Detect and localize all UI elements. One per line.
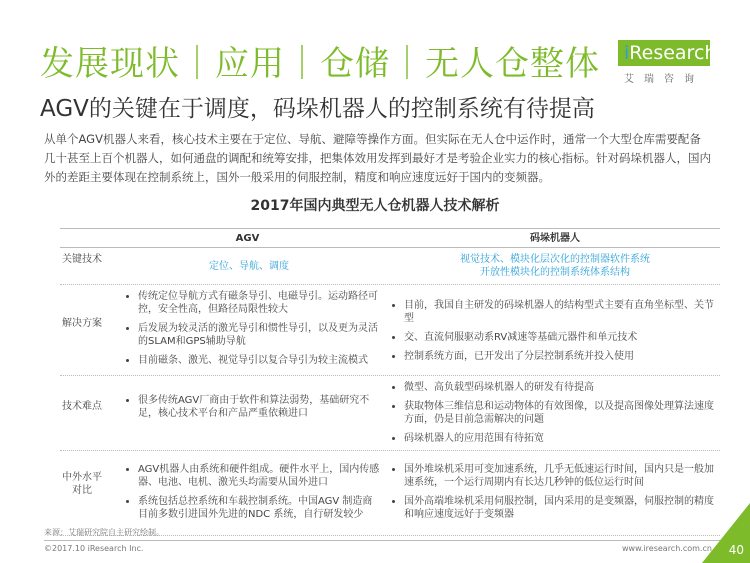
footer-divider: [44, 540, 750, 541]
row-label: 关键技术: [62, 254, 102, 265]
table-title: 2017年国内典型无人仓机器人技术解析: [250, 198, 500, 214]
row-label: 中外水平对比: [62, 472, 102, 496]
logo-research: Research: [629, 42, 717, 64]
page-title: 发展现状｜应用｜仓储｜无人仓整体: [40, 44, 600, 84]
list-item: • AGV机器人由系统和硬件组成。硬件水平上，国内传感器、电池、电机、激光头均需要从国外进口: [138, 463, 382, 489]
list-item: • 国外堆垛机采用可变加速系统，几乎无低速运行时间，国内只是一般加速系统，一个运行周期内有长达几秒钟的低位运行时间: [404, 463, 720, 489]
agv-solutions: [124, 290, 382, 373]
agv-key-tech: 定位、导航、调度: [209, 261, 289, 272]
website-url[interactable]: www.iresearch.com.cn: [622, 544, 712, 553]
logo-i: i: [624, 42, 630, 64]
table-row-difficulties: [60, 376, 720, 451]
palletizer-comparison: [390, 463, 720, 527]
palletizer-difficulties: [390, 381, 720, 451]
table-header: [60, 228, 720, 248]
list-item: • 目前磁条、激光、视觉导引以复合导引为较主流模式: [138, 354, 382, 367]
list-item: • 交、直流伺服驱动系RV减速等基础元器件和单元技术: [404, 331, 720, 344]
list-item: • 国外高端堆垛机采用伺服控制，国内采用的是变频器，伺服控制的精度和响应速度远好于变频器: [404, 495, 720, 521]
table-row-key-tech: [60, 248, 720, 285]
copyright: ©2017.10 iResearch Inc.: [44, 544, 144, 553]
list-item: • 码垛机器人的应用范围有待拓宽: [404, 432, 720, 445]
col-header-agv: AGV: [235, 233, 260, 244]
list-item: • 很多传统AGV厂商由于软件和算法弱势，基础研究不足，核心技术平台和产品严重依赖进口: [138, 394, 382, 420]
col-header-palletizer: 码垛机器人: [530, 233, 580, 244]
intro-paragraph: 从单个AGV机器人来看，核心技术主要在于定位、导航、避障等操作方面。但实际在无人仓中运作时，通常一个大型仓库需要配备几十甚至上百个机器人，如何通盘的调配和统筹安排，把集体效用发挥到最好才是考验企业实力的核心指标。针对码垛机器人，国内外的差距主要体现在控制系统上，国外一般采用的伺服控制，精度和响应速度远好于国内的变频器。: [44, 132, 711, 184]
agv-comparison: [124, 463, 382, 527]
list-item: • 传统定位导航方式有磁条导引、电磁导引。运动路径可控，安全性高，但路径局限性较大: [138, 290, 382, 316]
logo-mark: [618, 40, 717, 66]
list-item: • 目前，我国自主研发的码垛机器人的结构型式主要有直角坐标型、关节型: [404, 299, 720, 325]
page-number: 40: [728, 543, 744, 557]
palletizer-key-tech: 视觉技术、模块化层次化的控制器软件系统 开放性模块化的控制系统体系结构: [460, 254, 650, 278]
list-item: • 后发展为较灵活的激光导引和惯性导引，以及更为灵活的SLAM和GPS辅助导航: [138, 322, 382, 348]
table-row-comparison: [60, 451, 720, 536]
row-label: 技术难点: [62, 401, 102, 412]
list-item: • 系统包括总控系统和车载控制系统。中国AGV 制造商目前多数引进国外先进的NDC 系统，自行研发较少: [138, 495, 382, 521]
source-note: 来源：艾瑞研究院自主研究绘制。: [44, 528, 164, 537]
page-subtitle: AGV的关键在于调度，码垛机器人的控制系统有待提高: [40, 96, 595, 122]
list-item: • 微型、高负载型码垛机器人的研发有待提高: [404, 381, 720, 394]
agv-difficulties: [124, 394, 382, 426]
list-item: • 控制系统方面，已开发出了分层控制系统并投入使用: [404, 350, 720, 363]
iresearch-logo: [618, 40, 718, 84]
tech-analysis-table: [60, 228, 720, 536]
palletizer-solutions: [390, 299, 720, 369]
logo-subtitle: 艾瑞咨询: [624, 74, 704, 85]
list-item: • 获取物体三维信息和运动物体的有效图像，以及提高图像处理算法速度方面，仍是目前急需解决的问题: [404, 400, 720, 426]
row-label: 解决方案: [62, 318, 102, 329]
table-row-solutions: [60, 285, 720, 376]
